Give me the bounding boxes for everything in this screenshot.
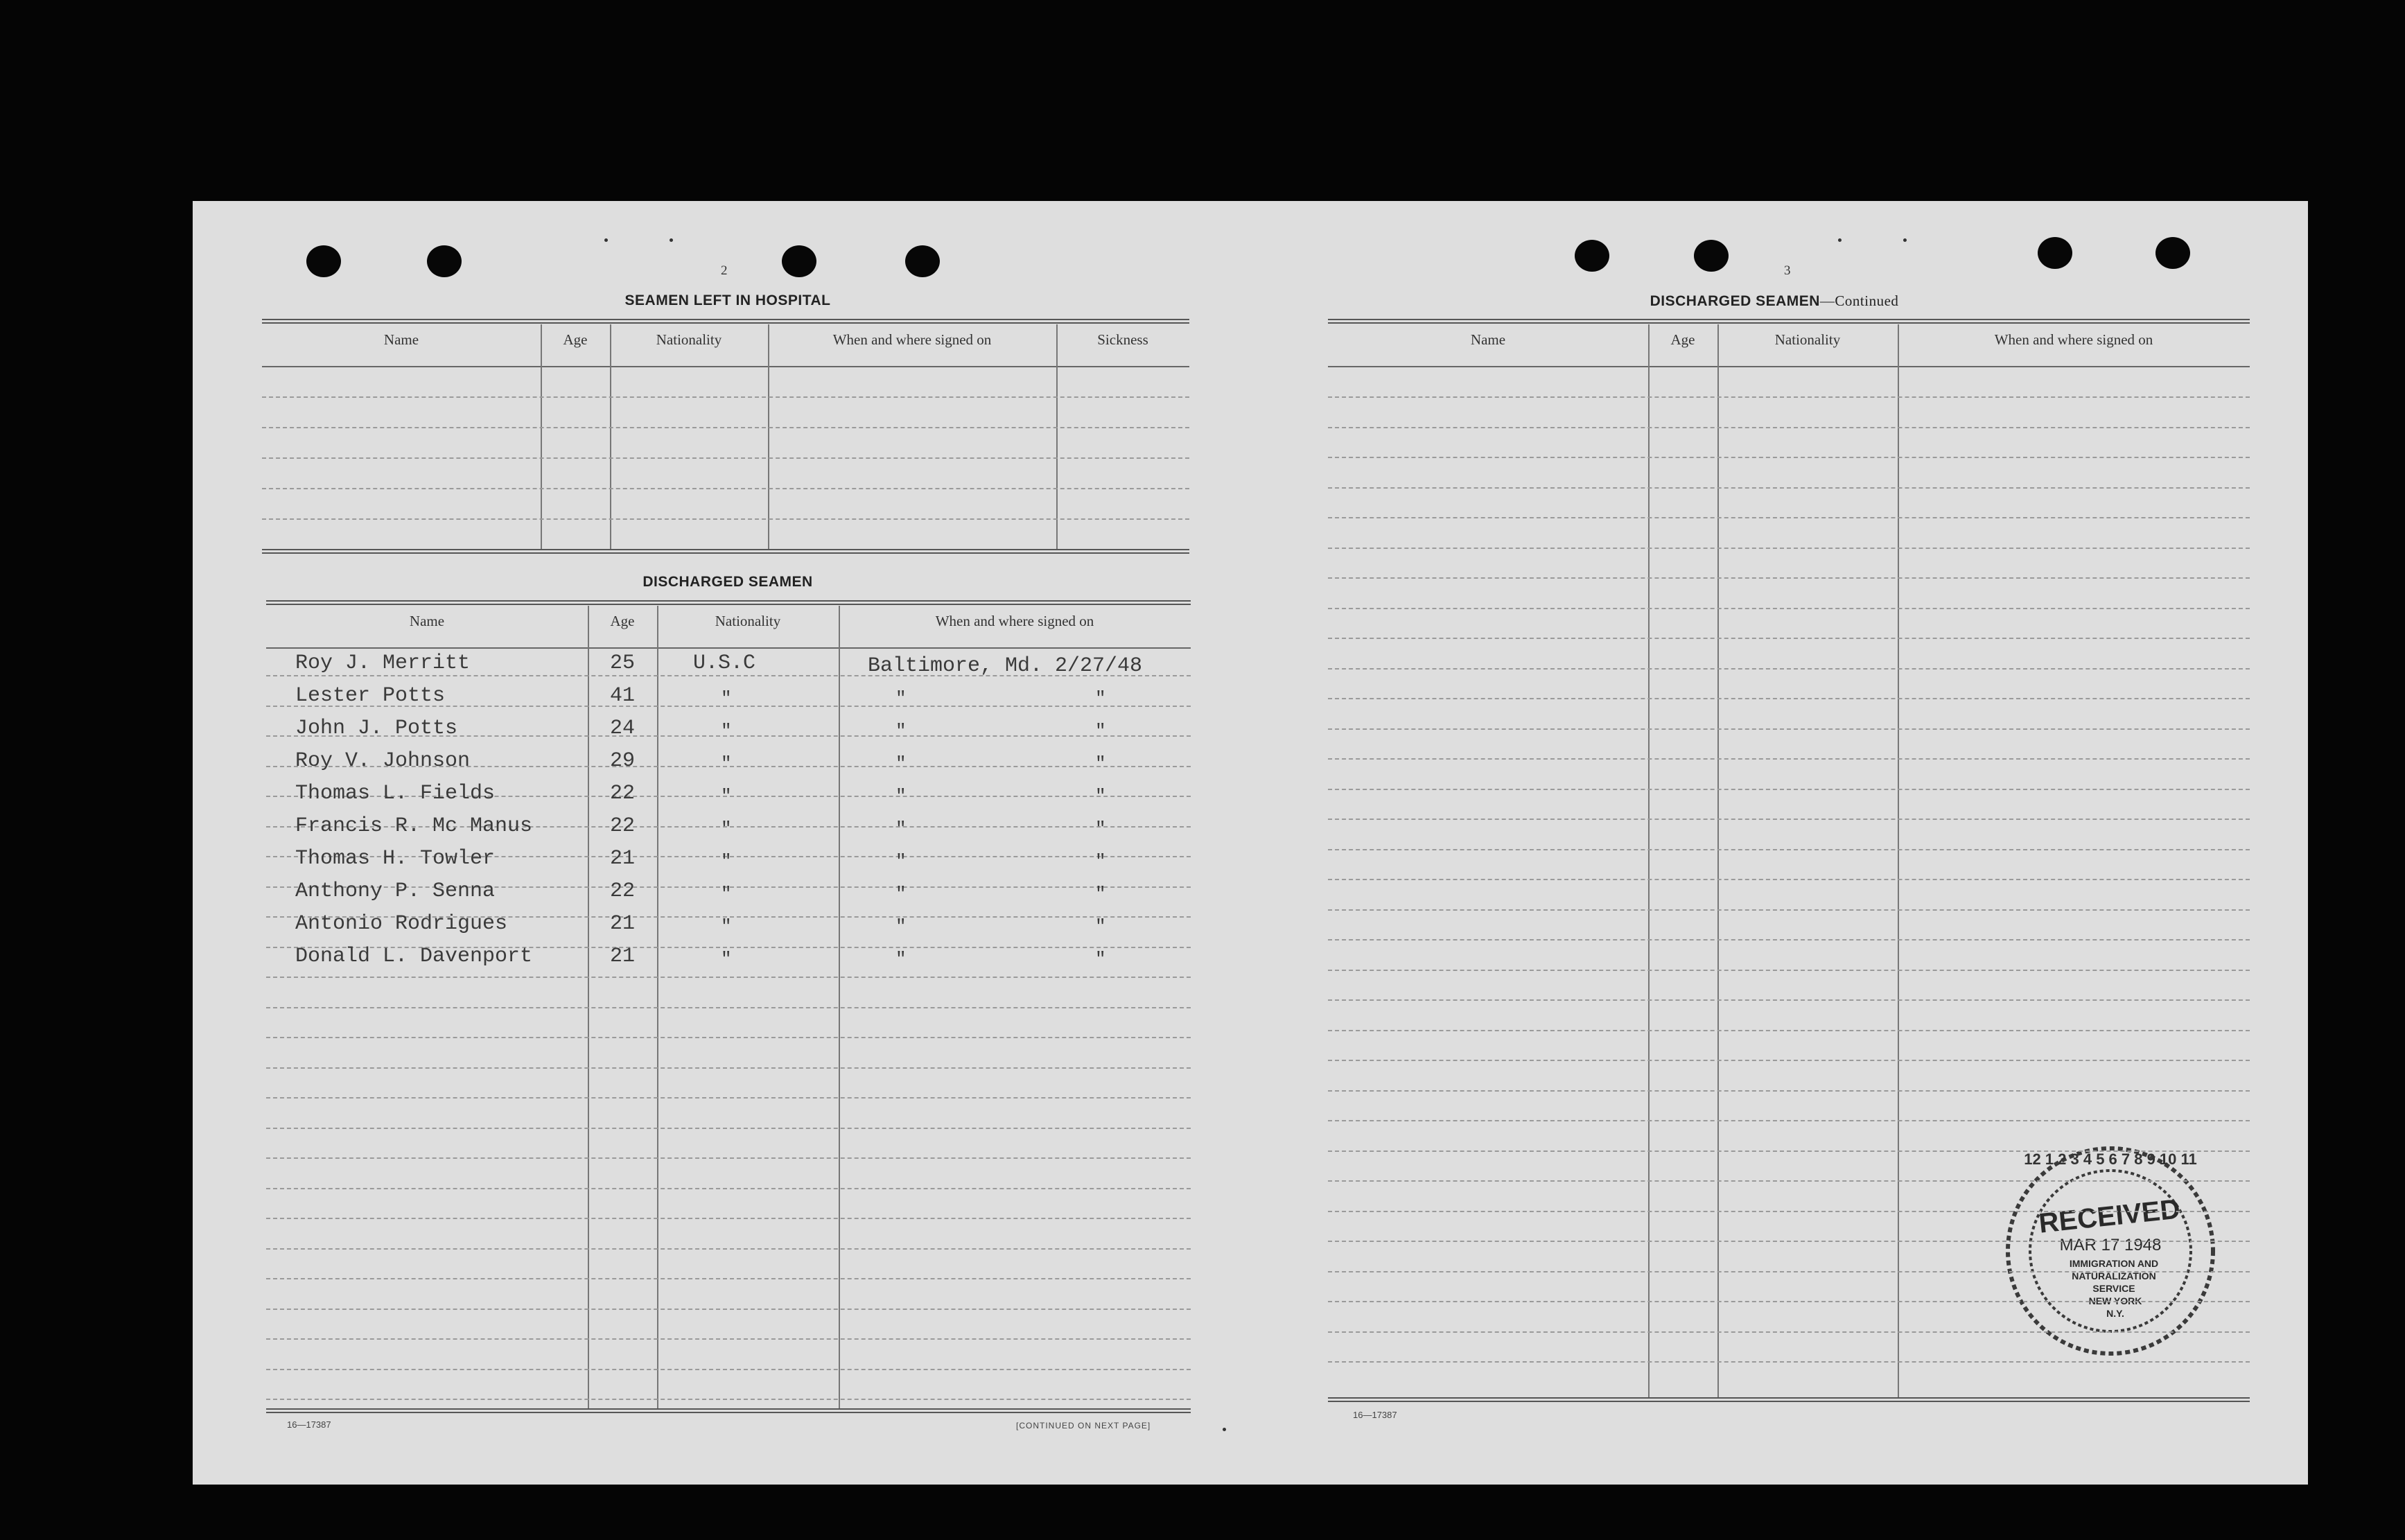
signed-on-ditto-date: " [1095, 916, 1106, 937]
ruled-line [1328, 487, 2250, 489]
ruled-line [266, 1157, 1191, 1159]
column-divider [768, 324, 769, 549]
ruled-line [266, 1369, 1191, 1370]
ruled-line [1328, 1361, 2250, 1363]
ruled-line [262, 396, 1189, 398]
ruled-line [1328, 396, 2250, 398]
punch-hole [306, 245, 341, 277]
table-bottom-rule [1328, 1397, 2250, 1402]
seaman-name: Thomas H. Towler [295, 847, 496, 870]
column-divider [1717, 324, 1719, 1397]
ruled-line [266, 1188, 1191, 1189]
ruled-line [266, 1338, 1191, 1340]
seaman-name: John J. Potts [295, 717, 458, 740]
ruled-line [1328, 909, 2250, 911]
column-header: When and where signed on [1994, 331, 2153, 348]
nationality-ditto: " [721, 753, 732, 774]
header-rule [262, 366, 1189, 367]
ruled-line [1328, 1150, 2250, 1152]
nationality-ditto: " [721, 851, 732, 872]
ruled-line [266, 1097, 1191, 1099]
ruled-line [266, 1278, 1191, 1279]
page-number: 2 [721, 263, 728, 278]
seaman-name: Roy J. Merritt [295, 651, 471, 675]
signed-on-ditto-place: " [895, 753, 907, 774]
stamp-line6: NEW YORK [2088, 1295, 2142, 1306]
punch-hole [905, 245, 940, 277]
ruled-line [1328, 939, 2250, 940]
page-number: 3 [1784, 263, 1791, 278]
ruled-line [1328, 1241, 2250, 1242]
ruled-line [1328, 577, 2250, 579]
seaman-name: Thomas L. Fields [295, 782, 496, 805]
column-divider [1056, 324, 1058, 549]
ruled-line [266, 1067, 1191, 1069]
ruled-line [262, 488, 1189, 489]
signed-on-ditto-date: " [1095, 819, 1106, 839]
ruled-line [1328, 668, 2250, 670]
table-top-rule [1328, 319, 2250, 324]
column-header: Name [383, 331, 419, 348]
ruled-line [1328, 1030, 2250, 1031]
ruled-line [1328, 879, 2250, 880]
section-title-discharged: DISCHARGED SEAMEN [642, 574, 813, 590]
column-header: Nationality [715, 613, 781, 629]
ruled-line [1328, 548, 2250, 549]
ruled-line [1328, 427, 2250, 428]
ruled-line [266, 1309, 1191, 1310]
seaman-name: Anthony P. Senna [295, 880, 496, 903]
nationality-ditto: " [721, 819, 732, 839]
punch-hole [427, 245, 462, 277]
nationality-ditto: " [721, 949, 732, 970]
signed-on-ditto-place: " [895, 721, 907, 742]
punch-hole [782, 245, 816, 277]
ruled-line [262, 457, 1189, 459]
seaman-name: Lester Potts [295, 684, 446, 708]
ruled-line [1328, 517, 2250, 518]
stamp-ring: 12 1 2 3 4 5 6 7 8 9 10 11 [2024, 1150, 2197, 1168]
table-bottom-rule [262, 549, 1189, 554]
ruled-line [1328, 698, 2250, 699]
ruled-line [1328, 1271, 2250, 1272]
signed-on-ditto-place: " [895, 949, 907, 970]
signed-on-ditto-place: " [895, 786, 907, 807]
title-suffix: —Continued [1819, 292, 1899, 309]
ruled-line [1328, 608, 2250, 609]
table-top-rule [266, 600, 1191, 605]
table-bottom-rule [266, 1408, 1191, 1413]
punch-hole [2038, 237, 2072, 269]
ruled-line [1328, 758, 2250, 760]
stamp-date: MAR 17 1948 [2059, 1236, 2162, 1254]
ruled-line [1328, 457, 2250, 458]
ruled-line [1328, 728, 2250, 730]
ruled-line [1328, 789, 2250, 790]
document-sheet [193, 201, 2308, 1485]
ruled-line [266, 977, 1191, 978]
stamp-line3: IMMIGRATION AND [2069, 1258, 2159, 1269]
stamp-line5: SERVICE [2092, 1283, 2135, 1294]
ruled-line [1328, 1120, 2250, 1121]
seaman-age: 22 [610, 880, 636, 903]
signed-on-ditto-date: " [1095, 851, 1106, 872]
speck [1903, 238, 1907, 242]
ruled-line [266, 1399, 1191, 1400]
ruled-line [1328, 638, 2250, 639]
seaman-name: Roy V. Johnson [295, 749, 471, 773]
table-top-rule [262, 319, 1189, 324]
signed-on-ditto-date: " [1095, 949, 1106, 970]
nationality-ditto: " [721, 688, 732, 709]
ruled-line [1328, 1211, 2250, 1212]
punch-hole [2155, 237, 2190, 269]
ruled-line [1328, 1301, 2250, 1302]
header-rule [266, 647, 1191, 649]
ruled-line [262, 427, 1189, 428]
title-main: DISCHARGED SEAMEN [1650, 293, 1820, 309]
ruled-line [266, 1007, 1191, 1008]
signed-on-ditto-place: " [895, 819, 907, 839]
column-header: Name [1470, 331, 1506, 348]
signed-on-ditto-place: " [895, 884, 907, 904]
ruled-line [1328, 999, 2250, 1001]
column-header: Age [1670, 331, 1695, 348]
ruled-line [262, 518, 1189, 520]
nationality-ditto: " [721, 916, 732, 937]
signed-on-ditto-date: " [1095, 688, 1106, 709]
signed-on-ditto-date: " [1095, 721, 1106, 742]
column-header: Nationality [656, 331, 722, 348]
speck [1223, 1428, 1226, 1431]
ruled-line [266, 1037, 1191, 1038]
column-header: Nationality [1774, 331, 1841, 348]
seaman-age: 24 [610, 717, 636, 740]
column-divider [1898, 324, 1899, 1397]
signed-on-ditto-date: " [1095, 753, 1106, 774]
column-header: Name [409, 613, 445, 629]
seaman-age: 21 [610, 912, 636, 936]
seaman-age: 22 [610, 814, 636, 838]
ruled-line [1328, 1331, 2250, 1333]
signed-on-ditto-place: " [895, 916, 907, 937]
ruled-line [1328, 1180, 2250, 1182]
ruled-line [266, 1248, 1191, 1250]
column-header: Age [563, 331, 588, 348]
continued-footnote: [CONTINUED ON NEXT PAGE] [1016, 1421, 1151, 1430]
seaman-name: Antonio Rodrigues [295, 912, 508, 936]
nationality-ditto: " [721, 786, 732, 807]
seaman-age: 22 [610, 782, 636, 805]
ruled-line [1328, 1060, 2250, 1061]
column-divider [610, 324, 611, 549]
nationality-ditto: " [721, 721, 732, 742]
signed-on-ditto-place: " [895, 688, 907, 709]
column-divider [541, 324, 542, 549]
column-header: When and where signed on [935, 613, 1094, 629]
speck [604, 238, 608, 242]
seaman-age: 21 [610, 945, 636, 968]
form-number: 16—17387 [1353, 1410, 1397, 1420]
ruled-line [1328, 819, 2250, 820]
seaman-age: 21 [610, 847, 636, 870]
seaman-signed-on: Baltimore, Md. 2/27/48 [868, 654, 1143, 678]
seaman-age: 25 [610, 651, 636, 675]
signed-on-ditto-date: " [1095, 884, 1106, 904]
speck [1838, 238, 1842, 242]
stamp-line7: N.Y. [2106, 1308, 2124, 1319]
stamp-received: RECEIVED [2037, 1193, 2182, 1239]
ruled-line [1328, 970, 2250, 971]
column-header: Sickness [1097, 331, 1148, 348]
ruled-line [266, 1128, 1191, 1129]
punch-hole [1694, 240, 1729, 272]
signed-on-ditto-date: " [1095, 786, 1106, 807]
section-title-discharged-continued [1594, 292, 1954, 310]
column-header: When and where signed on [832, 331, 992, 348]
ruled-line [266, 1218, 1191, 1219]
seaman-age: 29 [610, 749, 636, 773]
form-number: 16—17387 [287, 1419, 331, 1430]
received-stamp [1996, 1144, 2225, 1358]
seaman-age: 41 [610, 684, 636, 708]
seaman-name: Donald L. Davenport [295, 945, 533, 968]
header-rule [1328, 366, 2250, 367]
signed-on-ditto-place: " [895, 851, 907, 872]
ruled-line [1328, 1090, 2250, 1092]
stamp-line4: NATURALIZATION [2072, 1270, 2156, 1281]
ruled-line [1328, 849, 2250, 850]
column-divider [1648, 324, 1650, 1397]
punch-hole [1575, 240, 1609, 272]
speck [670, 238, 673, 242]
nationality-ditto: " [721, 884, 732, 904]
seaman-name: Francis R. Mc Manus [295, 814, 533, 838]
section-title-hospital: SEAMEN LEFT IN HOSPITAL [624, 292, 831, 308]
column-header: Age [610, 613, 635, 629]
seaman-nationality: U.S.C [693, 651, 756, 675]
